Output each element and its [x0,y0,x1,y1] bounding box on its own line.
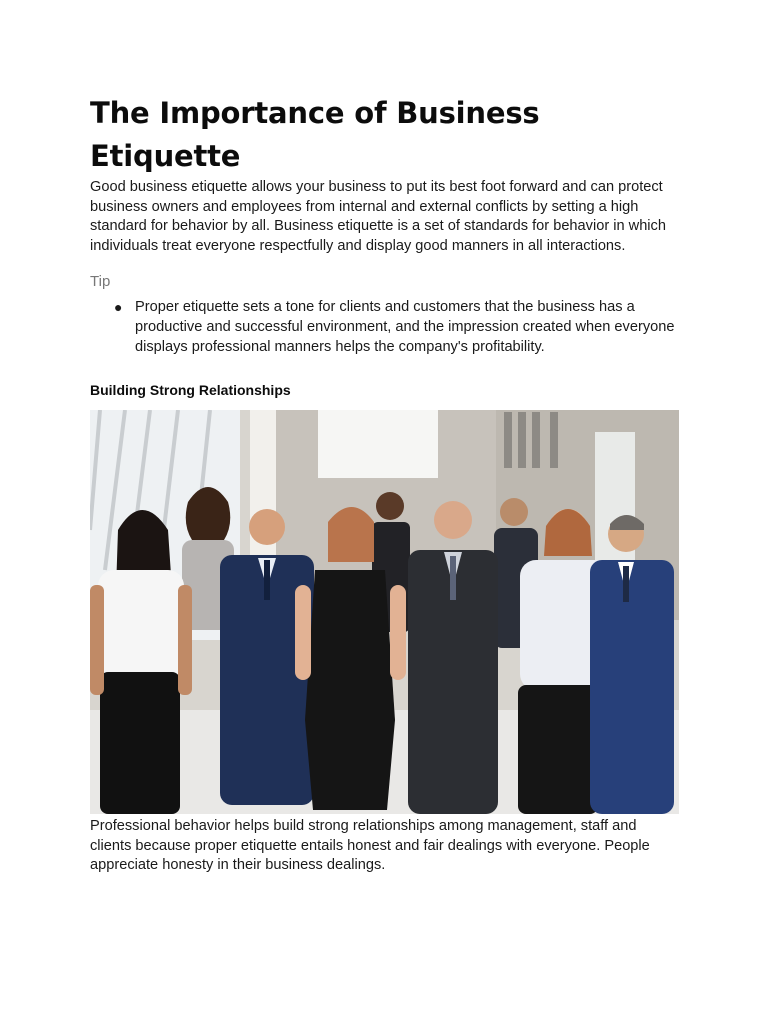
tip-label: Tip [90,273,111,291]
intro-paragraph: Good business etiquette allows your business to put its best foot forward and can protect business owners and employees from internal and external conflicts by setting a high standard for behavior by all. Business etiquette is a set of standards for behavior in which individuals treat everyone respectfully and display good manners in all interactions. [90,179,666,254]
tip-item-text: Proper etiquette sets a tone for clients and customers that the business has a productive and successful environment, and the impression created when everyone displays professional manners helps the company's profitability. [135,299,675,355]
article [90,92,680,876]
tip-list [90,298,680,357]
section-heading: Building Strong Relationships [90,382,291,399]
photo-caption: Professional behavior helps build strong relationships among management, staff and clients because proper etiquette entails honest and fair dealings with everyone. People appreciate honesty in their business dealings. [90,818,650,874]
team-photo [90,410,679,814]
page-title: The Importance of Business Etiquette [90,96,540,173]
bullet-icon: ● [114,299,123,316]
tip-item [90,298,680,357]
